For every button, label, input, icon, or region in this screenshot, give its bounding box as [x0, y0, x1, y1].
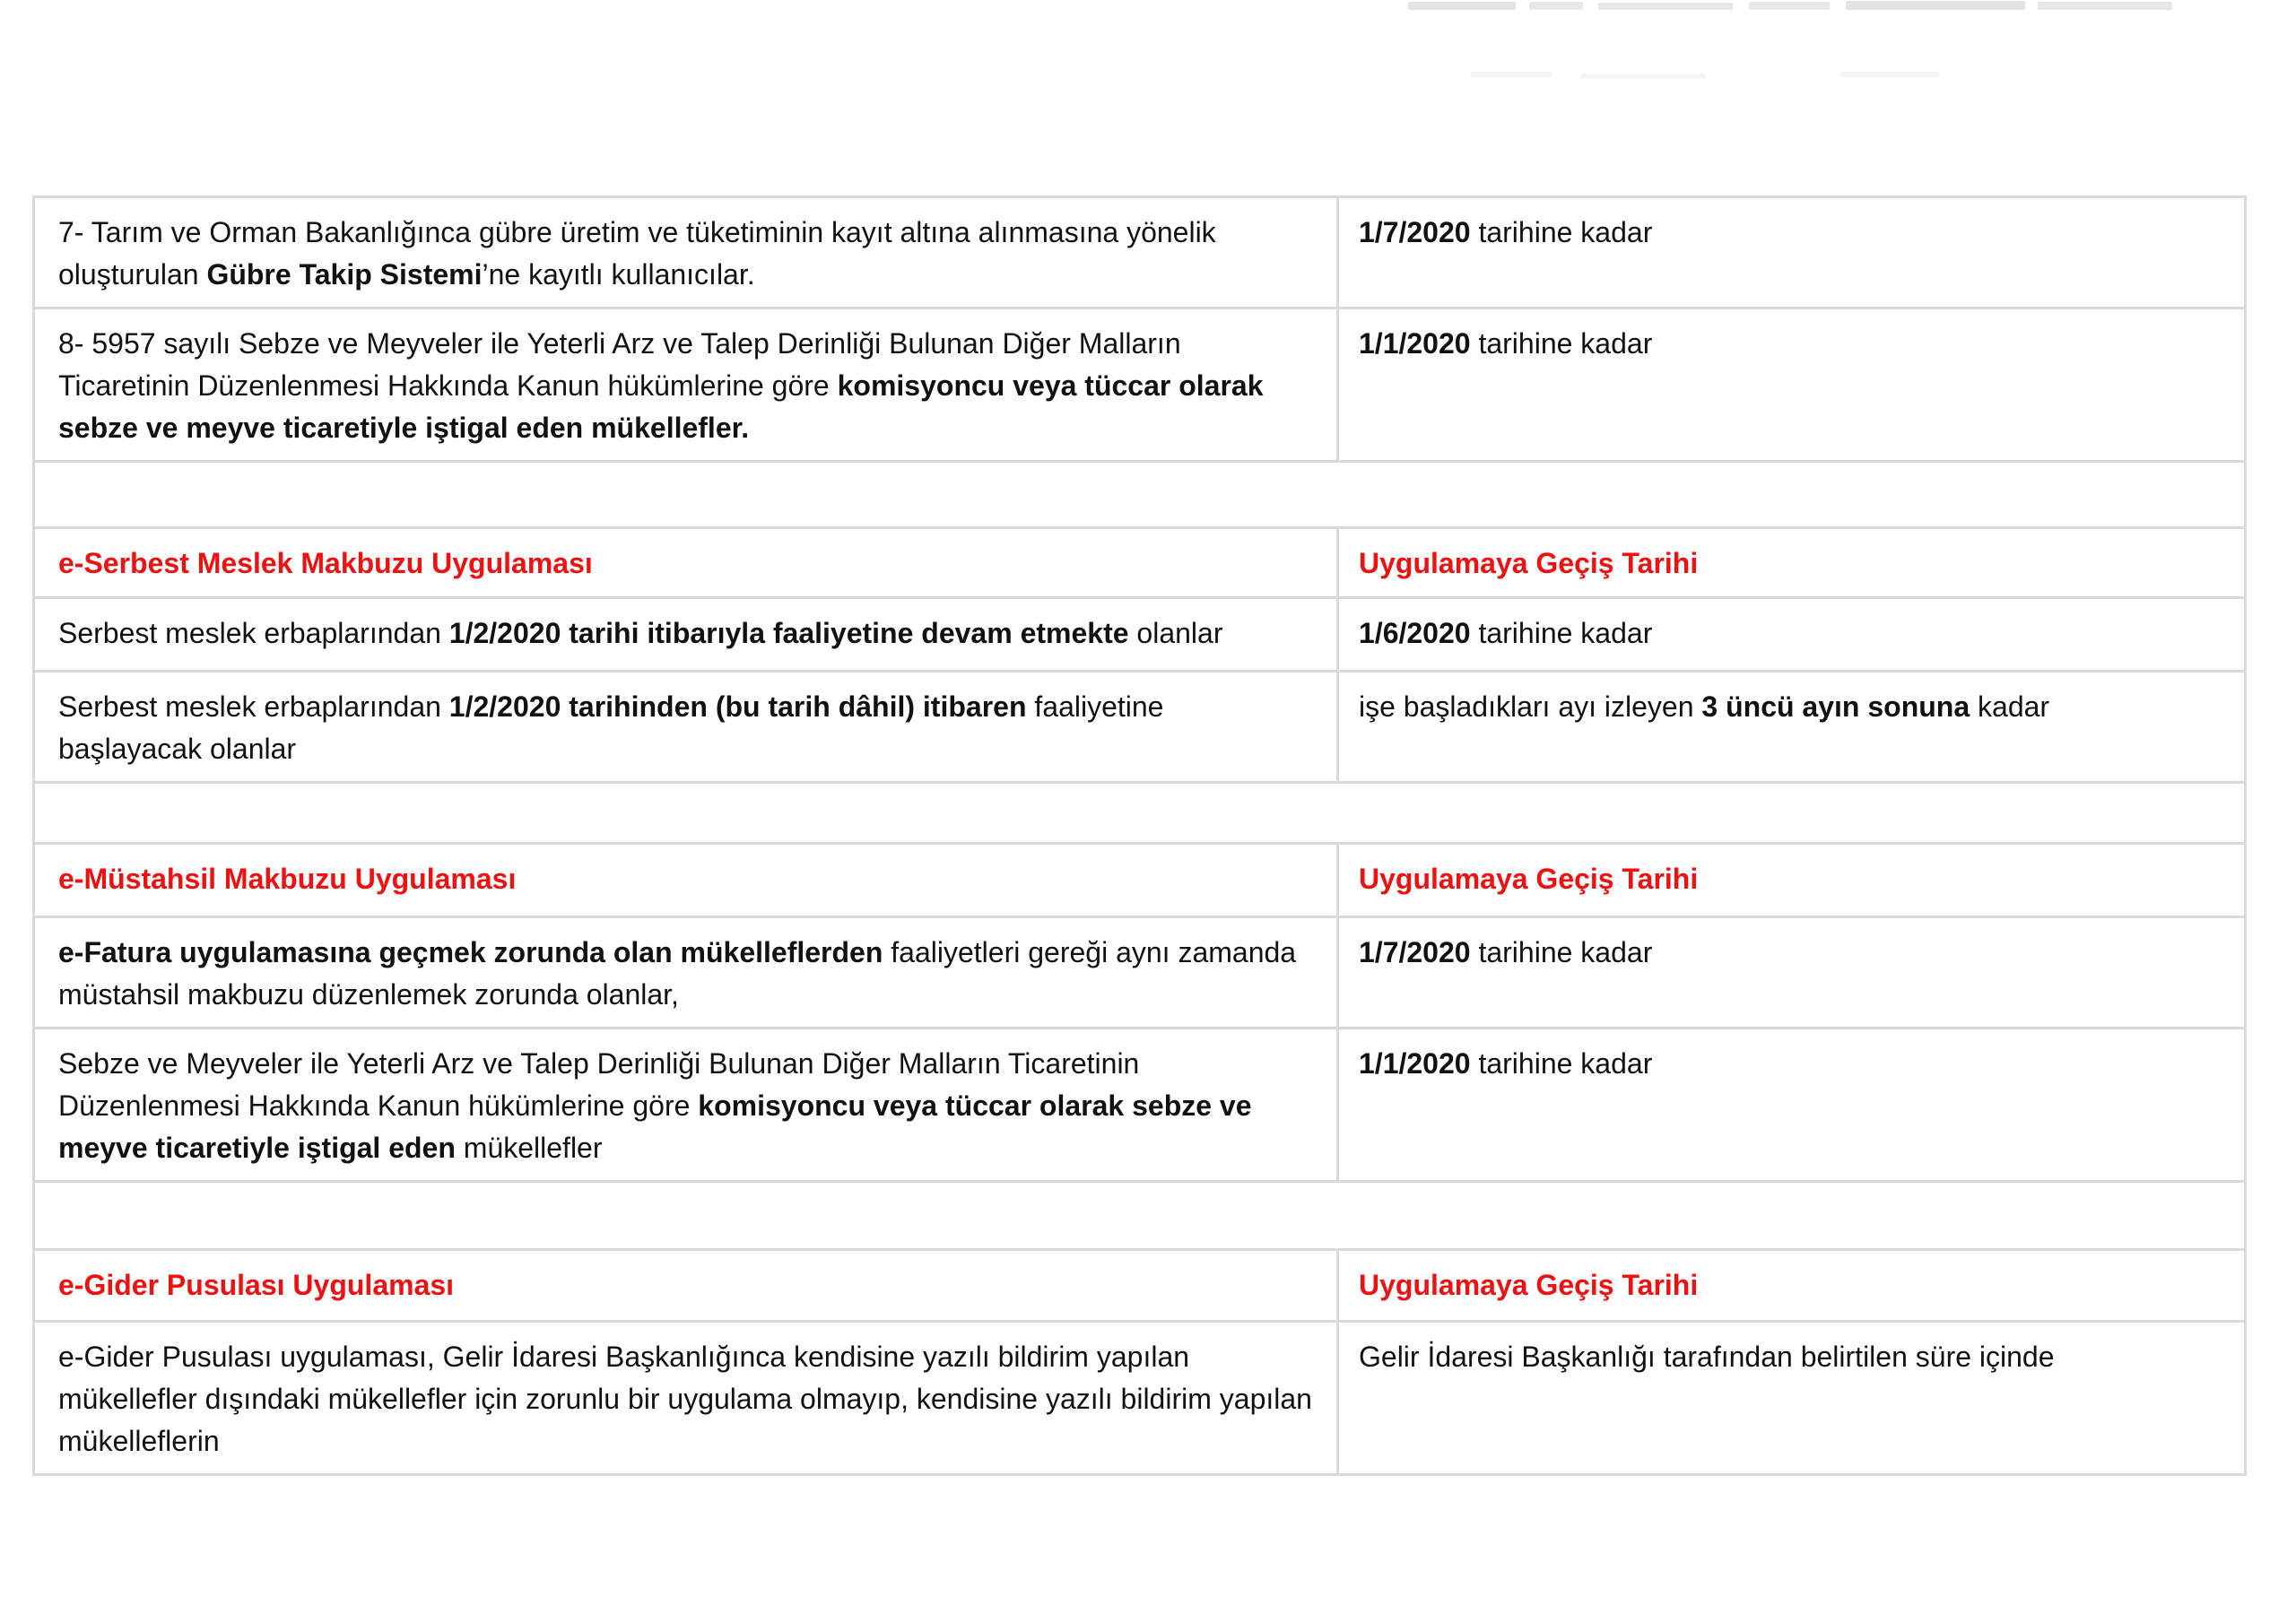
table-row: [34, 672, 2246, 783]
scan-artifact: [1749, 2, 1830, 10]
description-cell: [34, 197, 1338, 308]
text-run: Uygulamaya Geçiş Tarihi: [1359, 547, 1699, 579]
deadline-header-cell: [1338, 1250, 2246, 1322]
deadline-header-cell: [1338, 528, 2246, 598]
scan-artifact: [2038, 2, 2172, 10]
spacer-cell: [34, 1182, 2246, 1250]
description-cell: [34, 672, 1338, 783]
table-row: [34, 308, 2246, 462]
description-cell: [34, 598, 1338, 672]
text-run: 8- 5957 sayılı Sebze ve Meyveler ile Yeterli Arz ve Talep Derinliği Bulunan Diğer Malların Ticaretinin Düzenlenmesi Hakkında Kanun hükümlerine göre: [58, 327, 1181, 402]
text-run: işe başladıkları ayı izleyen: [1359, 690, 1702, 723]
text-run: faaliyetine başlayacak olanlar: [58, 690, 1164, 765]
text-run: Sebze ve Meyveler ile Yeterli Arz ve Talep Derinliği Bulunan Diğer Malların Ticaretinin Düzenlenmesi Hakkında Kanun hükümlerine göre: [58, 1047, 1140, 1122]
text-run: 1/1/2020: [1359, 1047, 1471, 1080]
description-cell: [34, 1322, 1338, 1475]
scan-artifact: [1840, 72, 1939, 77]
table-row: [34, 598, 2246, 672]
text-run: olanlar: [1128, 617, 1223, 649]
scan-artifact: [1471, 72, 1552, 77]
text-run: tarihine kadar: [1470, 216, 1653, 248]
description-cell: [34, 917, 1338, 1028]
text-run: komisyoncu veya tüccar olarak sebze ve meyve ticaretiyle iştigal eden mükellefler.: [58, 369, 1264, 444]
scan-artifact: [1529, 2, 1583, 10]
text-run: 1/2/2020 tarihi itibarıyla faaliyetine devam etmekte: [448, 617, 1129, 649]
text-run: Gübre Takip Sistemi: [206, 258, 483, 291]
description-cell: [34, 308, 1338, 462]
text-run: Uygulamaya Geçiş Tarihi: [1359, 863, 1699, 895]
section-title-cell: [34, 844, 1338, 917]
text-run: 3 üncü ayın sonuna: [1701, 690, 1970, 723]
spacer-row: [34, 783, 2246, 844]
text-run: 1/2/2020 tarihinden (bu tarih dâhil) itibaren: [448, 690, 1027, 723]
table-row: [34, 917, 2246, 1028]
spacer-row: [34, 462, 2246, 528]
text-run: komisyoncu veya tüccar olarak sebze ve meyve ticaretiyle iştigal eden: [58, 1089, 1252, 1164]
spacer-cell: [34, 783, 2246, 844]
text-run: 1/7/2020: [1359, 216, 1471, 248]
table-row: [34, 1322, 2246, 1475]
text-run: 1/1/2020: [1359, 327, 1471, 360]
text-run: tarihine kadar: [1470, 327, 1653, 360]
deadline-cell: [1338, 197, 2246, 308]
text-run: kadar: [1970, 690, 2050, 723]
text-run: mükellefler: [455, 1132, 603, 1164]
section-header-row: [34, 1250, 2246, 1322]
section-header-row: [34, 528, 2246, 598]
scan-artifact: [1580, 74, 1706, 79]
deadline-cell: [1338, 917, 2246, 1028]
spacer-cell: [34, 462, 2246, 528]
text-run: 1/7/2020: [1359, 936, 1471, 968]
transition-dates-table: [32, 195, 2247, 1476]
deadline-cell: [1338, 672, 2246, 783]
scan-artifact: [1408, 2, 1516, 10]
deadline-cell: [1338, 1028, 2246, 1182]
text-run: e-Müstahsil Makbuzu Uygulaması: [58, 863, 517, 895]
text-run: 7- Tarım ve Orman Bakanlığınca gübre üretim ve tüketiminin kayıt altına alınmasına yönelik oluşturulan: [58, 216, 1216, 291]
table-row: [34, 1028, 2246, 1182]
section-title-cell: [34, 1250, 1338, 1322]
text-run: e-Serbest Meslek Makbuzu Uygulaması: [58, 547, 593, 579]
table-row: [34, 197, 2246, 308]
transition-table-body: [34, 197, 2246, 1475]
scan-artifact: [1846, 1, 2025, 10]
section-title-cell: [34, 528, 1338, 598]
text-run: Serbest meslek erbaplarından: [58, 617, 449, 649]
text-run: ’ne kayıtlı kullanıcılar.: [482, 258, 755, 291]
deadline-header-cell: [1338, 844, 2246, 917]
description-cell: [34, 1028, 1338, 1182]
text-run: Gelir İdaresi Başkanlığı tarafından belirtilen süre içinde: [1359, 1341, 2055, 1373]
spacer-row: [34, 1182, 2246, 1250]
scan-artifact: [1598, 3, 1733, 10]
deadline-cell: [1338, 308, 2246, 462]
deadline-cell: [1338, 598, 2246, 672]
text-run: faaliyetleri gereği aynı zamanda müstahsil makbuzu düzenlemek zorunda olanlar,: [58, 936, 1297, 1011]
text-run: tarihine kadar: [1470, 1047, 1653, 1080]
text-run: Serbest meslek erbaplarından: [58, 690, 449, 723]
section-header-row: [34, 844, 2246, 917]
text-run: e-Gider Pusulası Uygulaması: [58, 1269, 455, 1301]
text-run: e-Gider Pusulası uygulaması, Gelir İdaresi Başkanlığınca kendisine yazılı bildirim yapılan mükellefler dışındaki mükellefler için zorunlu bir uygulama olmayıp, kendisine yazılı bildirim yapılan mükelleflerin: [58, 1341, 1312, 1457]
deadline-cell: [1338, 1322, 2246, 1475]
text-run: tarihine kadar: [1470, 617, 1653, 649]
text-run: 1/6/2020: [1359, 617, 1471, 649]
text-run: tarihine kadar: [1470, 936, 1653, 968]
text-run: Uygulamaya Geçiş Tarihi: [1359, 1269, 1699, 1301]
text-run: e-Fatura uygulamasına geçmek zorunda olan mükelleflerden: [58, 936, 883, 968]
